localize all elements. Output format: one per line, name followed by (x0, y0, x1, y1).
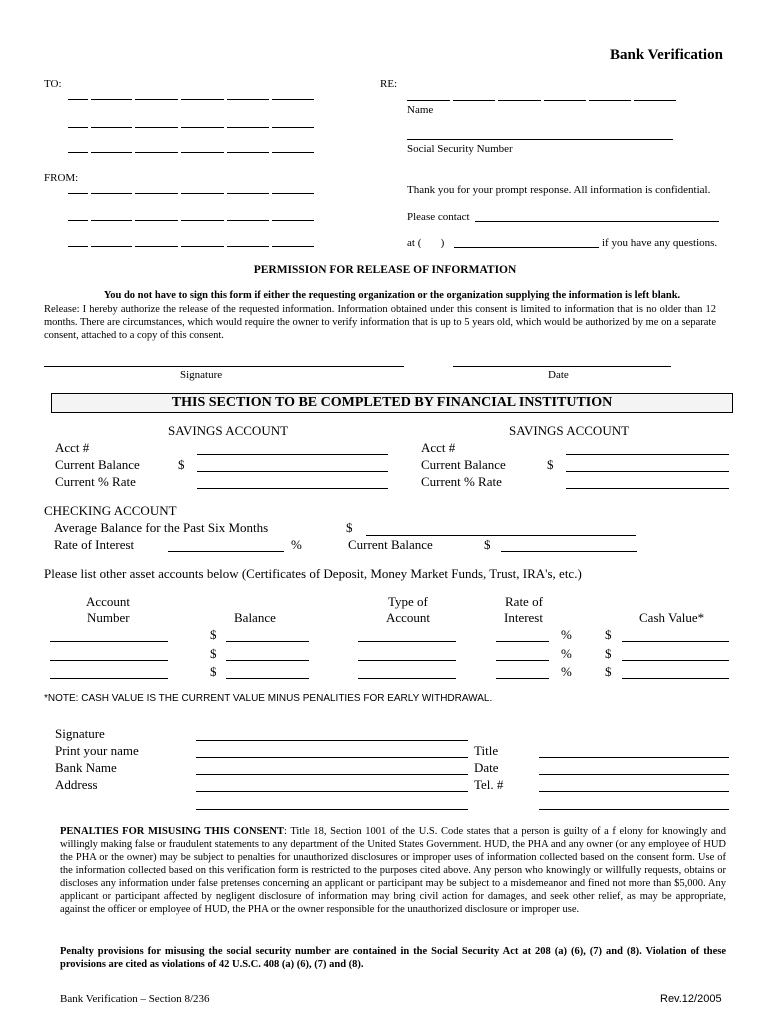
asset-number-line[interactable] (50, 660, 168, 661)
print-name-label: Print your name (55, 743, 139, 758)
dollar-sign: $ (605, 627, 612, 642)
asset-rate-line[interactable] (496, 641, 549, 642)
dollar-sign: $ (547, 457, 554, 472)
dollar-sign: $ (210, 627, 217, 642)
col-account-1: Account (86, 594, 131, 609)
permission-bold-note: You do not have to sign this form if either the requesting organization or the organization supplying the information is left blank. (103, 290, 681, 301)
section-heading: THIS SECTION TO BE COMPLETED BY FINANCIAL INSTITUTION (171, 395, 613, 410)
tel-line-2[interactable] (539, 809, 729, 810)
please-contact-label: Please contact (407, 211, 470, 223)
col-type-2: Account (386, 610, 431, 625)
asset-balance-line[interactable] (226, 641, 309, 642)
at-label: at ( ) (407, 237, 445, 249)
thanks-text: Thank you for your prompt response. All information is confidential. (407, 184, 711, 196)
savings-title-left: SAVINGS ACCOUNT (168, 423, 289, 438)
col-type-1: Type of (388, 594, 428, 609)
savings-balance-label-left: Current Balance (55, 457, 140, 472)
savings-rate-line-left[interactable] (197, 488, 388, 489)
checking-rate-label: Rate of Interest (54, 537, 135, 552)
percent-sign: % (291, 537, 302, 552)
savings-acct-line-right[interactable] (566, 454, 729, 455)
bank-signature-label: Signature (55, 726, 105, 741)
cash-value-note: *NOTE: CASH VALUE IS THE CURRENT VALUE MINUS PENALITIES FOR EARLY WITHDRAWAL. (44, 693, 493, 704)
asset-rate-line[interactable] (496, 660, 549, 661)
dollar-sign: $ (178, 457, 185, 472)
checking-title: CHECKING ACCOUNT (44, 503, 177, 518)
savings-acct-line-left[interactable] (197, 454, 388, 455)
checking-avg-label: Average Balance for the Past Six Months (54, 520, 269, 535)
dollar-sign: $ (605, 646, 612, 661)
savings-balance-line-right[interactable] (566, 471, 729, 472)
col-rate-1: Rate of (505, 594, 543, 609)
penalties-body: : Title 18, Section 1001 of the U.S. Code states that a person is guilty of a f elony for knowingly and willingly making false or fraudulent statements to any department of the United States Government. HUD, the PHA and any owner (or any employee of HUD the PHA or the owner) may be subject to penalties for unauthorized disclosures or improper uses of information collected based on the consent form. Use of the information collected based on this verification form is restricted to the purposes cited above. Any person who knowingly or willfully requests, obtains or discloses any information under false pretenses concerning an applicant or participant may be subject to a misdemeanor and fined not more than $5,000. Any applicant or participant affected by negligent disclosure of information may bring civil action for damages, and seek other relief, as may be appropriate, against the officer or employee of HUD, the PHA or the owner responsible for the unauthorized disclosure or improper use. (60, 826, 726, 915)
col-rate-2: Interest (504, 610, 543, 625)
signature-label: Signature (180, 369, 223, 381)
other-assets-text: Please list other asset accounts below (Certificates of Deposit, Money Market Funds, Trust, IRA's, etc.) (44, 566, 582, 581)
ssn-label: Social Security Number (407, 143, 513, 155)
savings-title-right: SAVINGS ACCOUNT (509, 423, 630, 438)
percent-sign: % (561, 664, 572, 679)
savings-rate-label-right: Current % Rate (421, 474, 502, 489)
title-label: Title (474, 743, 499, 758)
ssn-penalty-text: Penalty provisions for misusing the social security number are contained in the Social Security Act at 208 (a) (6), (7) and (8). Violation of these provisions are cited as violations of 42 U.S.C. 408 (a) (6), (7) and (8). (60, 946, 726, 970)
tenant-date-line[interactable] (453, 366, 671, 367)
savings-acct-label-right: Acct # (421, 440, 456, 455)
asset-cash-line[interactable] (622, 678, 729, 679)
bank-name-line[interactable] (196, 774, 468, 775)
permission-text: Release: I hereby authorize the release of the requested information. Information obtained under this consent is limited to information that is no older than 12 months. There are circumstances, which would require the owner to verify information that is up to 5 years old, which would be authorized by me on a separate consent, attached to a copy of this consent. (44, 304, 716, 341)
penalties-text (60, 825, 726, 916)
penalties-heading: PENALTIES FOR MISUSING THIS CONSENT (60, 826, 284, 837)
dollar-sign: $ (210, 664, 217, 679)
savings-acct-label-left: Acct # (55, 440, 90, 455)
dollar-sign: $ (484, 537, 491, 552)
savings-rate-line-right[interactable] (566, 488, 729, 489)
tenant-signature-line[interactable] (44, 366, 404, 367)
ssn-line[interactable] (407, 139, 673, 140)
savings-balance-label-right: Current Balance (421, 457, 506, 472)
phone-line[interactable] (454, 247, 599, 248)
from-label: FROM: (44, 172, 79, 184)
checking-current-label: Current Balance (348, 537, 433, 552)
date-label: Date (548, 369, 569, 381)
section-heading-box (51, 393, 733, 413)
bank-name-label: Bank Name (55, 760, 117, 775)
contact-line[interactable] (475, 221, 719, 222)
tel-label: Tel. # (474, 777, 504, 792)
bank-date-line[interactable] (539, 774, 729, 775)
questions-text: if you have any questions. (602, 237, 718, 249)
tel-line[interactable] (539, 791, 729, 792)
checking-rate-line[interactable] (168, 551, 284, 552)
asset-rate-line[interactable] (496, 678, 549, 679)
permission-heading: PERMISSION FOR RELEASE OF INFORMATION (253, 264, 517, 276)
asset-number-line[interactable] (50, 678, 168, 679)
title-line[interactable] (539, 757, 729, 758)
checking-current-line[interactable] (501, 551, 637, 552)
asset-type-line[interactable] (358, 641, 456, 642)
address-label: Address (55, 777, 98, 792)
dollar-sign: $ (605, 664, 612, 679)
col-account-2: Number (87, 610, 130, 625)
asset-cash-line[interactable] (622, 641, 729, 642)
bank-signature-line[interactable] (196, 740, 468, 741)
dollar-sign: $ (210, 646, 217, 661)
bank-date-label: Date (474, 760, 499, 775)
asset-type-line[interactable] (358, 678, 456, 679)
savings-rate-label-left: Current % Rate (55, 474, 136, 489)
footer-left: Bank Verification – Section 8/236 (60, 993, 210, 1005)
asset-cash-line[interactable] (622, 660, 729, 661)
dollar-sign: $ (346, 520, 353, 535)
percent-sign: % (561, 646, 572, 661)
address-line-2[interactable] (196, 809, 468, 810)
page-title: Bank Verification (610, 47, 723, 63)
asset-balance-line[interactable] (226, 660, 309, 661)
to-label: TO: (44, 78, 62, 90)
footer-right: Rev.12/2005 (660, 993, 722, 1005)
name-label: Name (407, 104, 434, 116)
percent-sign: % (561, 627, 572, 642)
col-cash-value: Cash Value* (639, 610, 705, 625)
print-name-line[interactable] (196, 757, 468, 758)
savings-balance-line-left[interactable] (197, 471, 388, 472)
asset-number-line[interactable] (50, 641, 168, 642)
re-label: RE: (380, 78, 398, 90)
address-line-1[interactable] (196, 791, 468, 792)
col-balance: Balance (234, 610, 276, 625)
asset-balance-line[interactable] (226, 678, 309, 679)
checking-avg-line[interactable] (366, 535, 636, 536)
asset-type-line[interactable] (358, 660, 456, 661)
